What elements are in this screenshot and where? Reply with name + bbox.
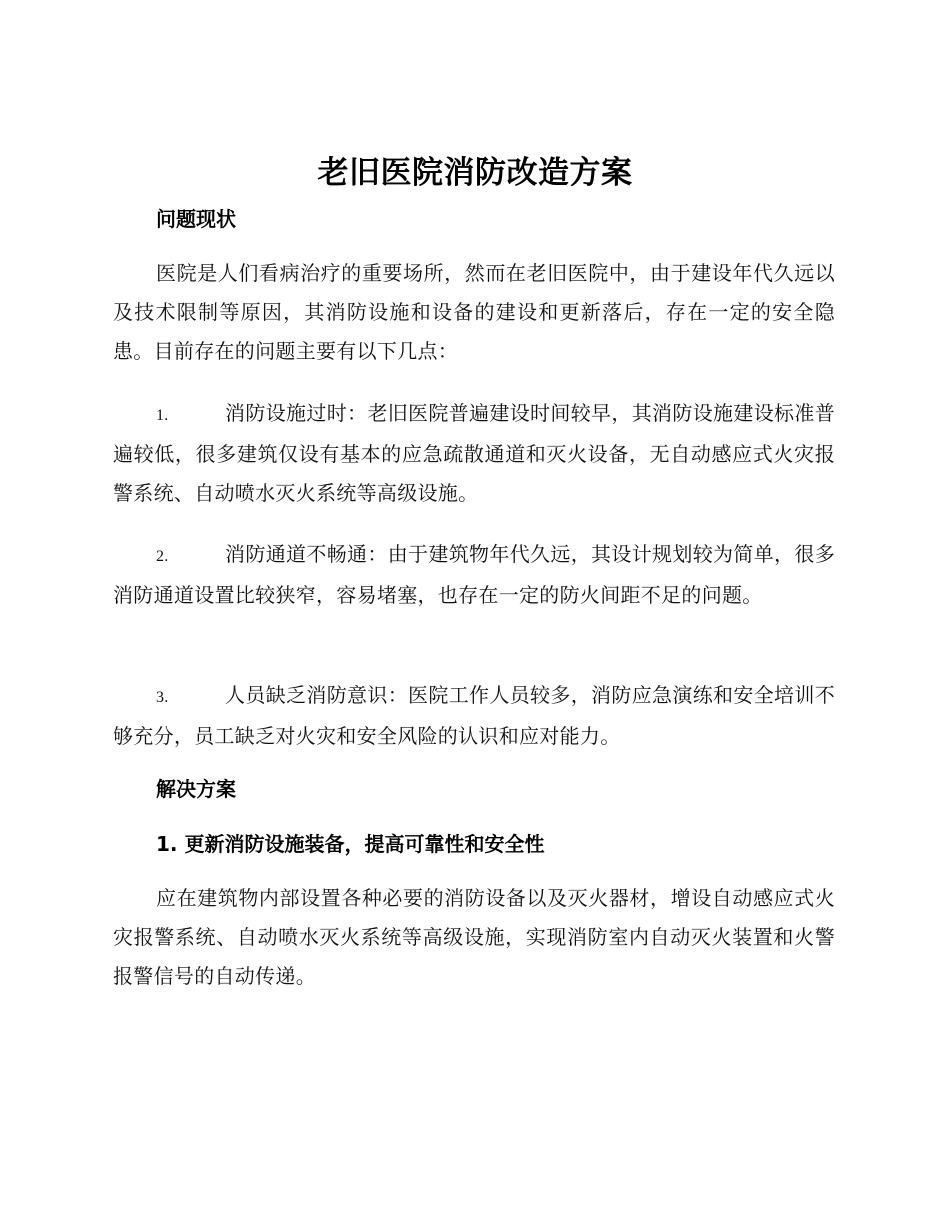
- section-heading-problems: 问题现状: [156, 207, 236, 231]
- list-item-text: 消防通道不畅通：由于建筑物年代久远，其设计规划较为简单，很多消防通道设置比较狭窄，容易堵塞，也存在一定的防火间距不足的问题。: [113, 542, 835, 607]
- document-title: 老旧医院消防改造方案: [317, 155, 633, 191]
- list-item-number: 3.: [156, 689, 169, 706]
- list-item: [113, 394, 835, 513]
- list-item-text: 人员缺乏消防意识：医院工作人员较多，消防应急演练和安全培训不够充分，员工缺乏对火灾和安全风险的认识和应对能力。: [113, 683, 835, 748]
- subheading-update-equipment: 1. 更新消防设施装备，提高可靠性和安全性: [156, 832, 545, 856]
- intro-paragraph: 医院是人们看病治疗的重要场所，然而在老旧医院中，由于建设年代久远以及技术限制等原因，其消防设施和设备的建设和更新落后，存在一定的安全隐患。目前存在的问题主要有以下几点：: [113, 261, 835, 363]
- section-heading-solutions: 解决方案: [156, 777, 236, 801]
- solution-paragraph: 应在建筑物内部设置各种必要的消防设备以及灭火器材，增设自动感应式火灾报警系统、自动喷水灭火系统等高级设施，实现消防室内自动灭火装置和火警报警信号的自动传递。: [113, 886, 835, 988]
- list-item-text: 消防设施过时：老旧医院普遍建设时间较早，其消防设施建设标准普遍较低，很多建筑仅设有基本的应急疏散通道和灭火设备，无自动感应式火灾报警系统、自动喷水灭火系统等高级设施。: [113, 401, 835, 505]
- list-item-number: 2.: [156, 548, 169, 565]
- list-item-number: 1.: [156, 407, 169, 424]
- list-item: [113, 535, 835, 615]
- list-item: [113, 676, 835, 756]
